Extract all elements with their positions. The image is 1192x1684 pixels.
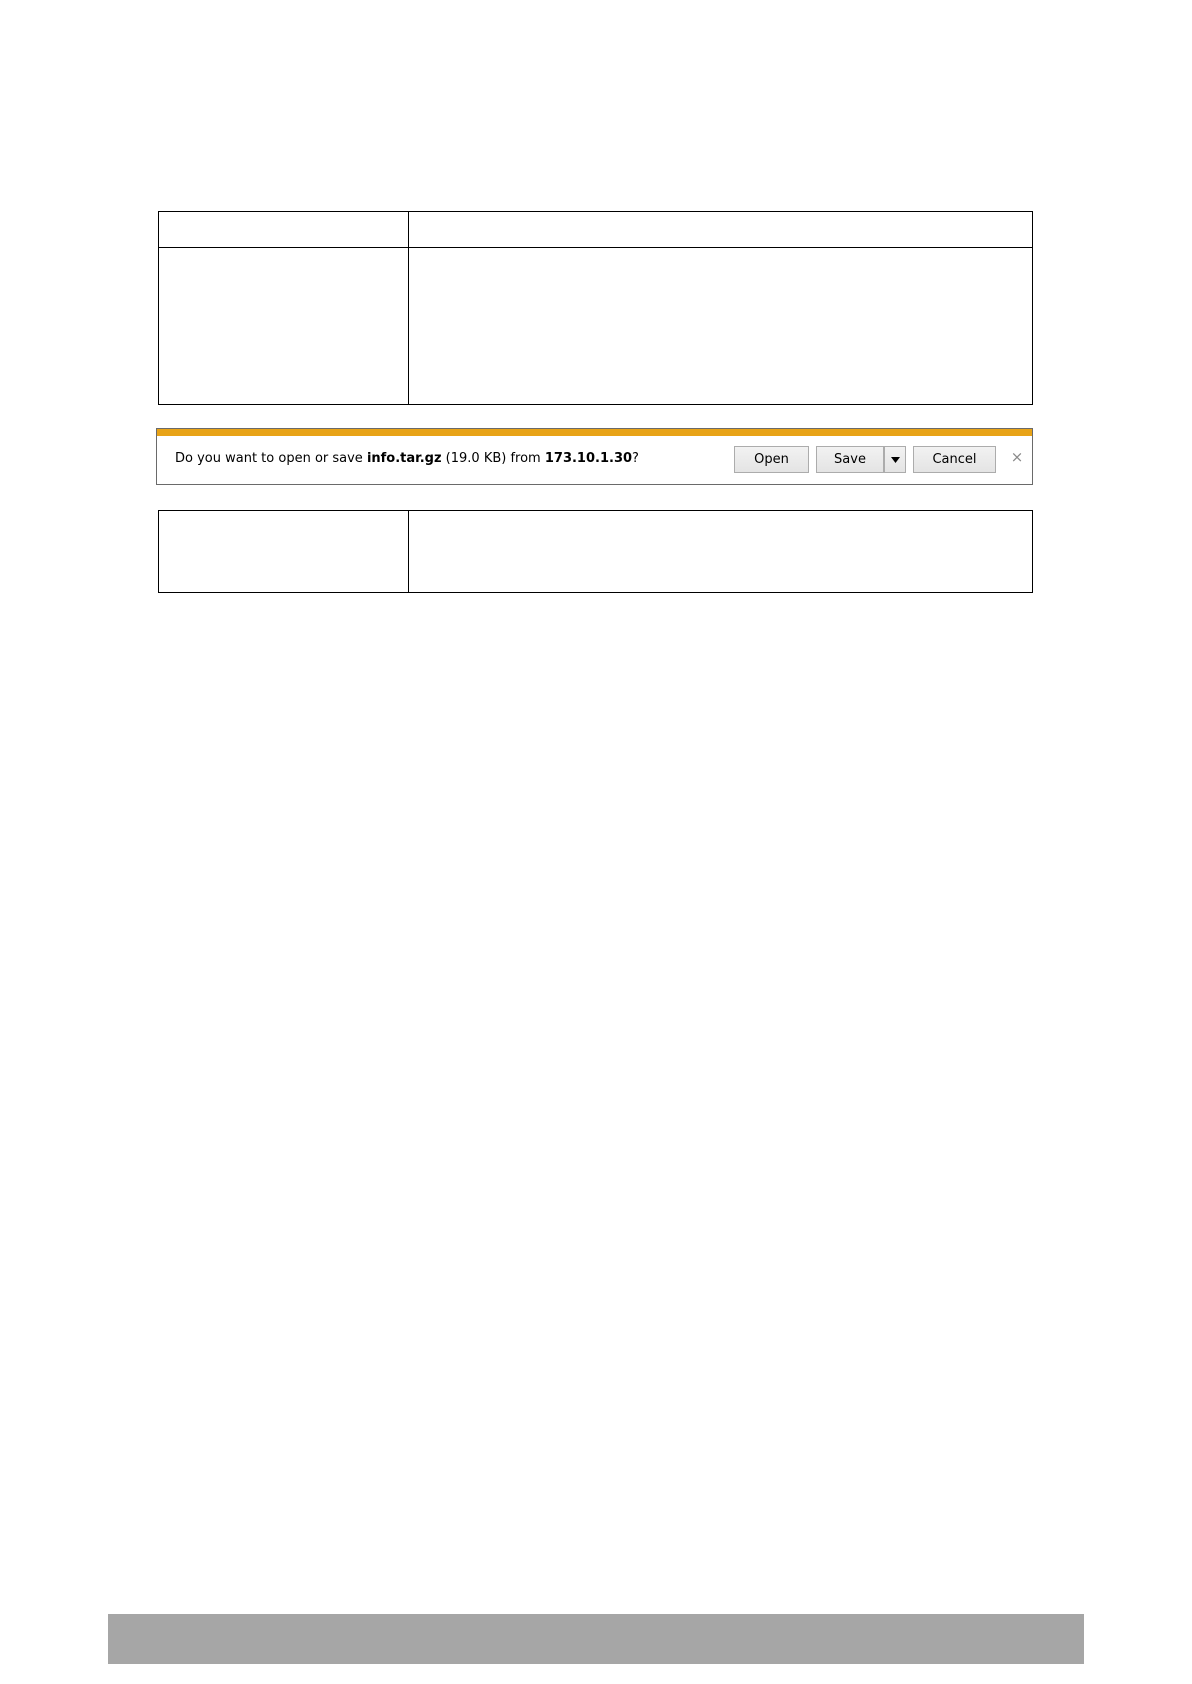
open-button[interactable]	[734, 446, 809, 473]
save-options-dropdown[interactable]	[884, 446, 906, 473]
table-row	[159, 511, 1032, 592]
page-footer-band	[108, 1614, 1084, 1664]
download-prompt-message	[175, 451, 639, 466]
download-notification-bar	[156, 428, 1033, 485]
file-name: info.tar.gz	[366, 451, 442, 466]
table-cell	[159, 212, 409, 247]
document-table-lower	[158, 510, 1033, 593]
chevron-down-icon	[891, 457, 900, 463]
table-cell	[159, 248, 409, 404]
message-prefix: Do you want to open or save	[175, 451, 367, 466]
close-icon[interactable]: ×	[1010, 448, 1024, 466]
table-row	[159, 212, 1032, 247]
message-suffix: ?	[632, 451, 639, 466]
save-button[interactable]	[816, 446, 884, 473]
source-host: 173.10.1.30	[544, 451, 633, 466]
document-table-upper	[158, 211, 1033, 405]
notification-accent-strip	[157, 429, 1032, 436]
file-size: (19.0 KB) from	[441, 451, 545, 466]
table-cell	[159, 511, 409, 592]
table-cell	[409, 212, 1032, 247]
table-row	[159, 247, 1032, 404]
table-cell	[409, 248, 1032, 404]
cancel-button[interactable]	[913, 446, 996, 473]
table-cell	[409, 511, 1032, 592]
cancel-button-label: Cancel	[932, 452, 977, 467]
save-button-label: Save	[834, 452, 866, 467]
open-button-label: Open	[754, 452, 789, 467]
